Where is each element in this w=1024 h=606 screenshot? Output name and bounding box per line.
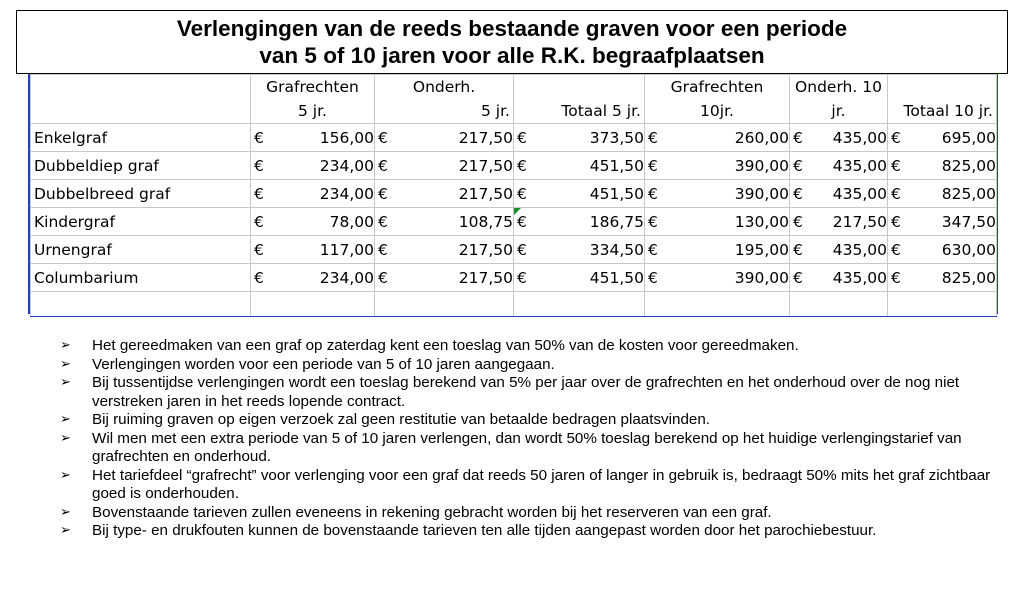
currency-symbol: € <box>891 240 901 259</box>
note-text: Het tariefdeel “grafrecht” voor verlenging voor een graf dat reeds 50 jaren of langer in gebruik is, bedraagt 50% mits het graf zichtbaar goed is onderhouden. <box>92 466 991 502</box>
arrow-bullet-icon: ➢ <box>60 356 71 372</box>
currency-symbol: € <box>517 128 527 147</box>
currency-symbol: € <box>891 156 901 175</box>
amount-cell <box>514 264 645 292</box>
header-cell: Totaal 10 jr. <box>888 99 997 124</box>
title-line-1: Verlengingen van de reeds bestaande graven voor een periode <box>176 16 848 41</box>
currency-symbol: € <box>378 268 388 287</box>
amount-value: 390,00 <box>734 156 789 175</box>
header-cell: 10jr. <box>645 99 790 124</box>
currency-symbol: € <box>648 128 658 147</box>
note-item <box>60 411 1000 430</box>
tariff-table <box>30 74 997 317</box>
empty-cell <box>31 292 251 317</box>
note-text: Het gereedmaken van een graf op zaterdag kent een toeslag van 50% van de kosten voor gereedmaken. <box>92 337 799 354</box>
amount-cell <box>790 236 888 264</box>
currency-symbol: € <box>793 240 803 259</box>
note-item <box>60 504 1000 523</box>
amount-cell <box>375 152 514 180</box>
amount-cell <box>645 264 790 292</box>
currency-symbol: € <box>793 184 803 203</box>
currency-symbol: € <box>517 156 527 175</box>
arrow-bullet-icon: ➢ <box>60 430 71 446</box>
amount-cell <box>514 152 645 180</box>
amount-value: 234,00 <box>319 184 374 203</box>
amount-value: 130,00 <box>734 212 789 231</box>
amount-value: 630,00 <box>941 240 996 259</box>
amount-value: 217,50 <box>458 156 513 175</box>
row-label: Columbarium <box>31 264 251 292</box>
amount-value: 186,75 <box>589 212 644 231</box>
empty-cell <box>514 292 645 317</box>
arrow-bullet-icon: ➢ <box>60 467 71 483</box>
amount-cell <box>790 264 888 292</box>
currency-symbol: € <box>793 268 803 287</box>
currency-symbol: € <box>254 240 264 259</box>
amount-cell <box>645 236 790 264</box>
header-cell <box>888 75 997 100</box>
note-item <box>60 430 1000 467</box>
note-text: Bovenstaande tarieven zullen eveneens in rekening gebracht worden bij het reserveren van een graf. <box>92 503 772 521</box>
empty-cell <box>888 292 997 317</box>
amount-cell <box>888 152 997 180</box>
tariff-table-container <box>28 74 998 314</box>
amount-value: 695,00 <box>941 128 996 147</box>
header-cell: Grafrechten <box>645 75 790 100</box>
row-label: Dubbeldiep graf <box>31 152 251 180</box>
currency-symbol: € <box>891 128 901 147</box>
amount-cell <box>251 208 375 236</box>
currency-symbol: € <box>378 128 388 147</box>
amount-value: 234,00 <box>319 156 374 175</box>
note-item <box>60 467 1000 504</box>
header-cell: 5 jr. <box>375 99 514 124</box>
amount-value: 217,50 <box>458 240 513 259</box>
arrow-bullet-icon: ➢ <box>60 523 71 538</box>
amount-value: 234,00 <box>319 268 374 287</box>
note-text: Bij tussentijdse verlengingen wordt een toeslag berekend van 5% per jaar over de grafrechten en het onderhoud over de nog niet verstreken jaren in het reeds lopende contract. <box>92 374 960 410</box>
amount-cell <box>888 124 997 152</box>
amount-value: 78,00 <box>329 212 374 231</box>
amount-value: 390,00 <box>734 184 789 203</box>
amount-cell <box>645 152 790 180</box>
amount-cell <box>251 264 375 292</box>
amount-value: 108,75 <box>458 212 513 231</box>
header-cell: jr. <box>790 99 888 124</box>
amount-value: 217,50 <box>458 184 513 203</box>
amount-value: 217,50 <box>458 268 513 287</box>
amount-value: 217,50 <box>832 212 887 231</box>
amount-cell <box>790 124 888 152</box>
currency-symbol: € <box>648 268 658 287</box>
amount-value: 435,00 <box>832 156 887 175</box>
currency-symbol: € <box>254 128 264 147</box>
amount-cell <box>888 236 997 264</box>
cell-comment-indicator <box>514 208 521 215</box>
empty-cell <box>790 292 888 317</box>
amount-value: 217,50 <box>458 128 513 147</box>
amount-cell <box>790 152 888 180</box>
currency-symbol: € <box>517 184 527 203</box>
amount-cell <box>514 180 645 208</box>
note-text: Bij type- en drukfouten kunnen de bovenstaande tarieven ten alle tijden aangepast worden door het parochiebestuur. <box>92 522 877 539</box>
arrow-bullet-icon: ➢ <box>60 504 71 520</box>
amount-cell <box>514 208 645 236</box>
amount-value: 825,00 <box>941 268 996 287</box>
currency-symbol: € <box>793 212 803 231</box>
currency-symbol: € <box>648 212 658 231</box>
currency-symbol: € <box>378 212 388 231</box>
currency-symbol: € <box>378 240 388 259</box>
amount-cell <box>645 180 790 208</box>
empty-row <box>31 292 997 317</box>
row-label: Urnengraf <box>31 236 251 264</box>
header-cell: Onderh. <box>375 75 514 100</box>
table-row <box>31 208 997 236</box>
amount-cell <box>645 124 790 152</box>
header-cell <box>31 75 251 100</box>
currency-symbol: € <box>891 212 901 231</box>
currency-symbol: € <box>517 268 527 287</box>
note-item <box>60 374 1000 411</box>
arrow-bullet-icon: ➢ <box>60 338 71 353</box>
header-row-1 <box>31 75 997 100</box>
amount-cell <box>251 124 375 152</box>
currency-symbol: € <box>891 268 901 287</box>
currency-symbol: € <box>517 212 527 231</box>
amount-value: 347,50 <box>941 212 996 231</box>
empty-cell <box>375 292 514 317</box>
amount-cell <box>375 180 514 208</box>
currency-symbol: € <box>648 156 658 175</box>
amount-value: 435,00 <box>832 128 887 147</box>
arrow-bullet-icon: ➢ <box>60 375 71 390</box>
currency-symbol: € <box>254 268 264 287</box>
empty-cell <box>645 292 790 317</box>
amount-value: 390,00 <box>734 268 789 287</box>
header-cell <box>31 99 251 124</box>
currency-symbol: € <box>648 240 658 259</box>
amount-value: 825,00 <box>941 184 996 203</box>
amount-value: 451,50 <box>589 156 644 175</box>
document-title <box>16 10 1008 74</box>
amount-value: 435,00 <box>832 184 887 203</box>
note-text: Verlengingen worden voor een periode van 5 of 10 jaren aangegaan. <box>92 355 555 373</box>
currency-symbol: € <box>891 184 901 203</box>
note-item <box>60 522 1000 541</box>
amount-value: 435,00 <box>832 268 887 287</box>
row-label: Dubbelbreed graf <box>31 180 251 208</box>
header-cell: Totaal 5 jr. <box>514 99 645 124</box>
amount-value: 195,00 <box>734 240 789 259</box>
row-label: Enkelgraf <box>31 124 251 152</box>
notes-list <box>60 337 1000 541</box>
amount-value: 451,50 <box>589 184 644 203</box>
arrow-bullet-icon: ➢ <box>60 412 71 427</box>
currency-symbol: € <box>254 212 264 231</box>
amount-cell <box>375 208 514 236</box>
note-text: Bij ruiming graven op eigen verzoek zal geen restitutie van betaalde bedragen plaatsvinden. <box>92 411 711 428</box>
currency-symbol: € <box>254 156 264 175</box>
amount-cell <box>888 264 997 292</box>
amount-cell <box>251 180 375 208</box>
amount-cell <box>790 180 888 208</box>
table-row <box>31 264 997 292</box>
row-label: Kindergraf <box>31 208 251 236</box>
amount-value: 156,00 <box>319 128 374 147</box>
header-cell: 5 jr. <box>251 99 375 124</box>
header-cell: Grafrechten <box>251 75 375 100</box>
note-item <box>60 337 1000 356</box>
header-cell <box>514 75 645 100</box>
amount-cell <box>375 236 514 264</box>
note-item <box>60 356 1000 375</box>
currency-symbol: € <box>648 184 658 203</box>
header-cell: Onderh. 10 <box>790 75 888 100</box>
currency-symbol: € <box>254 184 264 203</box>
table-row <box>31 236 997 264</box>
amount-cell <box>888 208 997 236</box>
amount-value: 260,00 <box>734 128 789 147</box>
amount-cell <box>375 264 514 292</box>
currency-symbol: € <box>517 240 527 259</box>
amount-cell <box>645 208 790 236</box>
amount-cell <box>790 208 888 236</box>
table-row <box>31 180 997 208</box>
amount-value: 373,50 <box>589 128 644 147</box>
amount-value: 825,00 <box>941 156 996 175</box>
currency-symbol: € <box>793 128 803 147</box>
currency-symbol: € <box>378 156 388 175</box>
header-row-2 <box>31 99 997 124</box>
amount-cell <box>888 180 997 208</box>
amount-cell <box>514 124 645 152</box>
amount-value: 451,50 <box>589 268 644 287</box>
amount-cell <box>514 236 645 264</box>
title-line-2: van 5 of 10 jaren voor alle R.K. begraafplaatsen <box>259 43 765 68</box>
tariff-table-body <box>31 75 997 317</box>
amount-value: 334,50 <box>589 240 644 259</box>
empty-cell <box>251 292 375 317</box>
amount-cell <box>375 124 514 152</box>
amount-cell <box>251 152 375 180</box>
note-text: Wil men met een extra periode van 5 of 10 jaren verlengen, dan wordt 50% toeslag berekend op het huidige verlengingstarief van grafrechten en onderhoud. <box>92 429 962 465</box>
table-row <box>31 124 997 152</box>
amount-cell <box>251 236 375 264</box>
currency-symbol: € <box>378 184 388 203</box>
amount-value: 117,00 <box>319 240 374 259</box>
currency-symbol: € <box>793 156 803 175</box>
table-row <box>31 152 997 180</box>
amount-value: 435,00 <box>832 240 887 259</box>
